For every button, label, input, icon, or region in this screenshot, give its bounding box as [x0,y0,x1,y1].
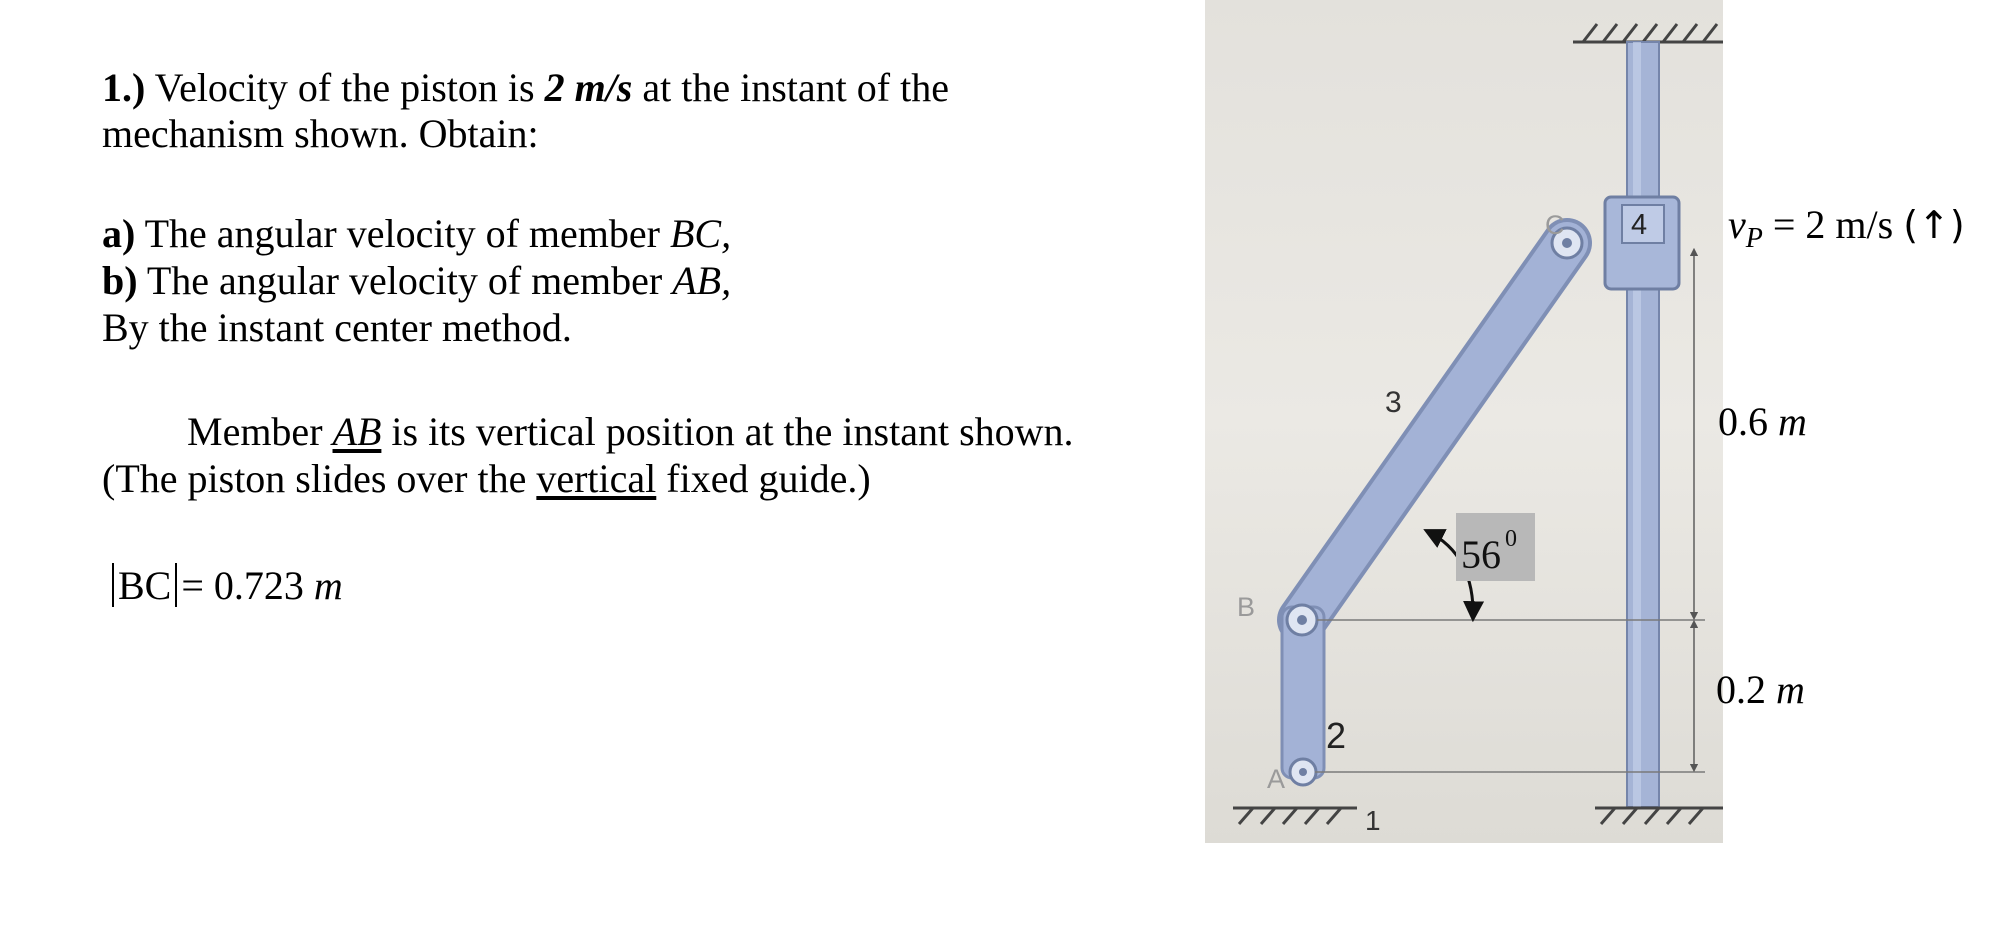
part-b-text: The angular velocity of member [146,258,663,303]
part-b-label: b) [102,258,138,303]
joint-b-icon [1287,605,1317,635]
problem-line-2: mechanism shown. Obtain: [102,111,539,156]
joint-a-icon [1290,759,1316,785]
velocity-direction-icon: (↑) [1903,203,1965,247]
part-b [102,257,731,305]
note2-b: fixed guide.) [666,456,871,501]
label-link-3: 3 [1385,386,1402,419]
abs-bar-left [112,563,114,607]
label-point-b: B [1237,592,1256,622]
note-line-2 [102,455,871,503]
label-link-1: 1 [1365,805,1381,836]
part-a-label: a) [102,211,136,256]
note1-member: AB [332,409,382,454]
velocity-annotation [1728,198,1965,266]
bc-length [108,562,343,610]
dimension-upper-value: 0.6 [1718,399,1768,444]
velocity-value: = 2 m/s [1772,202,1894,247]
dimension-upper-label [1718,398,1807,446]
angle-degree: 0 [1505,526,1517,552]
note2-a: (The piston slides over the [102,456,527,501]
part-a [102,210,731,258]
note1-a: Member [187,409,323,454]
problem-intro-b: at the instant of the [642,65,949,110]
problem-number: 1.) [102,65,146,110]
dimension-lower-unit: m [1776,667,1805,712]
note1-b: is its vertical position at the instant shown. [391,409,1074,454]
label-link-2: 2 [1326,715,1347,756]
piston-velocity-value: 2 m/s [544,65,633,110]
bc-label: BC [118,563,172,608]
note-line-1 [187,408,1074,456]
label-point-c: C [1545,210,1565,240]
velocity-subscript: P [1745,223,1763,254]
dimension-lower-label [1716,666,1805,714]
mechanism-figure [1205,0,1725,845]
part-a-text: The angular velocity of member [144,211,660,256]
label-point-a: A [1267,764,1286,794]
part-b-member: AB, [672,258,732,303]
label-link-4: 4 [1631,209,1648,241]
vertical-guide-rod [1627,42,1659,807]
bc-value: = 0.723 [181,563,304,608]
note2-word: vertical [536,456,657,501]
method-line: By the instant center method. [102,305,572,350]
abs-bar-right [175,563,177,607]
velocity-symbol: v [1728,202,1746,247]
bc-unit: m [313,563,343,608]
problem-line-1 [102,64,949,112]
problem-intro-a: Velocity of the piston is [154,65,535,110]
dimension-upper-unit: m [1778,399,1807,444]
angle-value: 56 [1461,532,1501,577]
dimension-lower-value: 0.2 [1716,667,1766,712]
part-a-member: BC, [669,211,732,256]
